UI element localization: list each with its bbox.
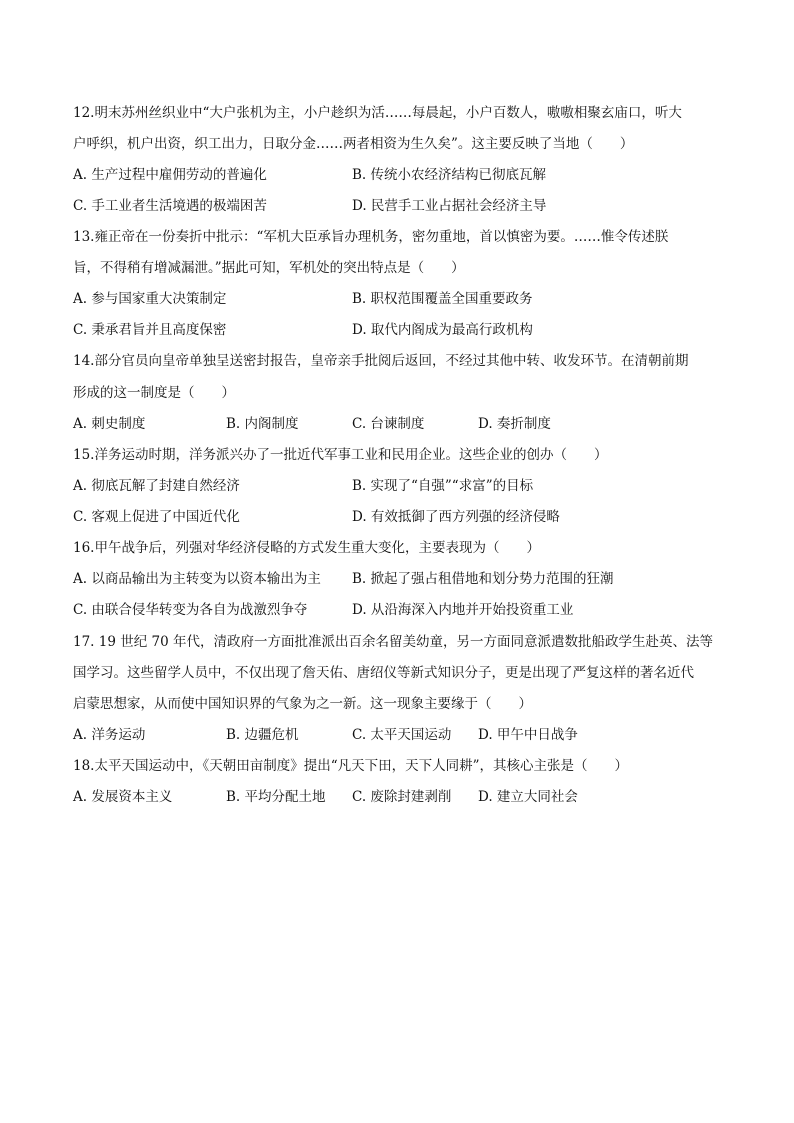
question-16-option-b: B. 掀起了强占租借地和划分势力范围的狂潮 (352, 571, 614, 587)
question-15-option-a: A. 彻底瓦解了封建自然经济 (73, 478, 240, 494)
question-17-option-a: A. 洋务运动 (73, 727, 146, 743)
question-16-option-c: C. 由联合侵华转变为各自为战激烈争夺 (73, 602, 308, 618)
question-12-option-d: D. 民营手工业占据社会经济主导 (352, 198, 547, 214)
question-14-option-d: D. 奏折制度 (478, 416, 551, 432)
question-12-option-c: C. 手工业者生活境遇的极端困苦 (73, 198, 267, 214)
question-14-line-1: 14.部分官员向皇帝单独呈送密封报告，皇帝亲手批阅后返回，不经过其他中转、收发环节。在清朝前期 (73, 353, 689, 369)
question-18-option-c: C. 废除封建剥削 (352, 789, 452, 805)
question-18-option-d: D. 建立大同社会 (478, 789, 578, 805)
question-13-line-1: 13.雍正帝在一份奏折中批示：“军机大臣承旨办理机务，密勿重地，首以慎密为要。……惟令传述朕 (73, 229, 669, 245)
question-16-option-d: D. 从沿海深入内地并开始投资重工业 (352, 602, 574, 618)
question-12-option-b: B. 传统小农经济结构已彻底瓦解 (352, 167, 547, 183)
question-14-option-a: A. 刺史制度 (73, 416, 146, 432)
question-16-option-a: A. 以商品输出为主转变为以资本输出为主 (73, 571, 321, 587)
question-15-line-1: 15.洋务运动时期，洋务派兴办了一批近代军事工业和民用企业。这些企业的创办（ ） (73, 447, 608, 463)
question-15-option-c: C. 客观上促进了中国近代化 (73, 509, 240, 525)
question-18-line-1: 18.太平天国运动中，《天朝田亩制度》提出“凡天下田，天下人同耕”，其核心主张是（ ） (73, 758, 629, 774)
question-13-option-d: D. 取代内阁成为最高行政机构 (352, 322, 533, 338)
question-14-line-2: 形成的这一制度是（ ） (73, 385, 235, 401)
question-17-option-c: C. 太平天国运动 (352, 727, 452, 743)
question-15-option-d: D. 有效抵御了西方列强的经济侵略 (352, 509, 560, 525)
question-12-option-a: A. 生产过程中雇佣劳动的普遍化 (73, 167, 267, 183)
question-15-option-b: B. 实现了“自强”“求富”的目标 (352, 478, 534, 494)
question-13-line-2: 旨，不得稍有增减漏泄。”据此可知，军机处的突出特点是（ ） (73, 260, 465, 276)
question-14-option-c: C. 台谏制度 (352, 416, 425, 432)
question-18-option-b: B. 平均分配土地 (226, 789, 326, 805)
question-18-option-a: A. 发展资本主义 (73, 789, 173, 805)
question-16-line-1: 16.甲午战争后，列强对华经济侵略的方式发生重大变化，主要表现为（ ） (73, 540, 540, 556)
question-13-option-a: A. 参与国家重大决策制定 (73, 291, 227, 307)
question-13-option-b: B. 职权范围覆盖全国重要政务 (352, 291, 533, 307)
question-12-line-1: 12.明末苏州丝织业中“大户张机为主，小户趁织为活……每晨起，小户百数人，嗷嗷相聚玄庙口，听大 (73, 105, 682, 121)
question-13-option-c: C. 秉承君旨并且高度保密 (73, 322, 227, 338)
question-17-line-3: 启蒙思想家，从而使中国知识界的气象为之一新。这一现象主要缘于（ ） (73, 696, 532, 712)
question-12-line-2: 户呼织，机户出资，织工出力，日取分金……两者相资为生久矣”。这主要反映了当地（ ） (73, 136, 634, 152)
question-17-option-d: D. 甲午中日战争 (478, 727, 578, 743)
question-14-option-b: B. 内阁制度 (226, 416, 299, 432)
question-17-line-2: 国学习。这些留学人员中，不仅出现了詹天佑、唐绍仪等新式知识分子，更是出现了严复这样的著名近代 (73, 665, 694, 681)
question-17-option-b: B. 边疆危机 (226, 727, 299, 743)
question-17-line-1: 17. 19 世纪 70 年代，清政府一方面批准派出百余名留美幼童，另一方面同意派遣数批船政学生赴英、法等 (73, 634, 713, 650)
